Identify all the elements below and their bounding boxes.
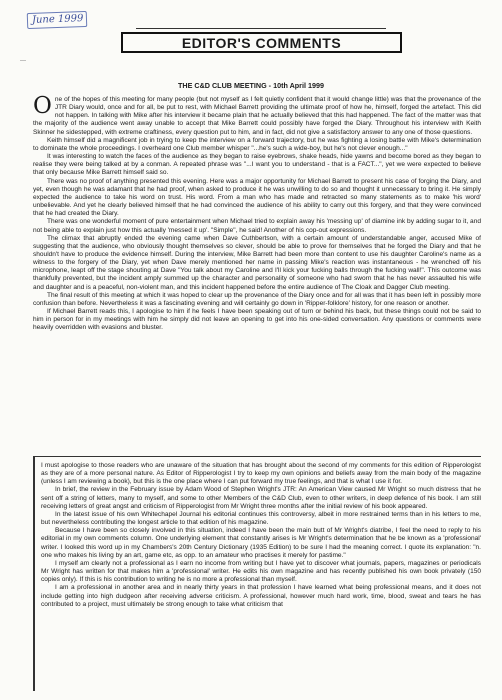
page-title: EDITOR'S COMMENTS bbox=[181, 34, 342, 51]
drop-cap: O bbox=[33, 93, 52, 119]
page-title-box bbox=[121, 32, 402, 53]
article-paragraph: There was one wonderful moment of pure entertainment when Michael tried to explain away his 'messing up' of diamine ink by adding sugar to it, and not being able to explain just how this actually 'messed it up'. "Simple", he said! Another of his cop-out expressions. bbox=[33, 218, 481, 234]
header-rule bbox=[136, 28, 386, 29]
article-paragraph: If Michael Barrett reads this, I apologise to him if he feels I have been speaking out of turn or behind his back, but these things could not be said to him in person for in my meetings with him he simply did not leave an opening to get into his one-sided conversation. Any questions or comments were heavily overridden with evasions and bluster. bbox=[33, 308, 481, 332]
comment-box-text bbox=[35, 457, 481, 609]
margin-mark: — bbox=[20, 58, 26, 64]
article-paragraph: The final result of this meeting at which it was hoped to clear up the provenance of the Diary once and for all was that it has been left in possibly more confusion than before. Nevertheless it was a fascinating evening and will certainly go down in 'Ripper-folklore' history, for one reason or another. bbox=[33, 291, 481, 307]
box-paragraph: I must apologise to those readers who are unaware of the situation that has brought about the second of my comments for this edition of Ripperologist as they are of a more personal nature. As Editor of Ripperologist I try to keep my own opinions and beliefs away from the main body of the magazine (unless I am reviewing a book), but this is the one place where I can put forward my true feelings, and that is what I use it for. bbox=[41, 462, 481, 486]
paragraph-text: ne of the hopes of this meeting for many people (but not myself as I felt quietly confident that it would change little) was that the provenance of the JTR Diary would, once and for all, be put to rest, with Michael Barrett providing the ultimate proof of how he, himself, forged the artefact. This did not happen. In talking with Mike after his interview it became plain that he actually believed that this had happened. The fact of the matter was that the majority of the audience went away unable to accept that Mike Barrett could possibly have forged the Diary. Throughout his interview with Keith Skinner he sidestepped, with extreme craftiness, every question put to him, and in fact, did not give a satisfactory answer to any one of those questions. bbox=[33, 96, 481, 136]
comment-box bbox=[33, 456, 481, 691]
handwritten-date-note: June 1999 bbox=[27, 11, 88, 29]
article-paragraph: The climax that abruptly ended the evening came when Dave Cuthbertson, with a certain amount of understandable anger, accused Mike of suggesting that the audience, who obviously thought themselves so clever, should be able to prove for themselves that he forged the Diary and that he shouldn't have to produce the evidence himself. During the interview, Mike Barrett had been more than content to use his daughter Caroline's name as a witness to the forgery of the Diary, yet when Dave merely mentioned her name in passing Mike's reaction was instantaneous - he wrenched off his microphone, leapt off the stage shouting at Dave "You talk about my Caroline and I'll kick your fucking balls through the fucking wall!". This outcome was thankfully prevented, but the incident amply summed up the character and personality of someone who had sworn that he has never assaulted his wife and daughter and is a peaceful, non-violent man, and this incident happened before the entire audience of The Cloak and Dagger Club meeting. bbox=[33, 234, 481, 291]
box-paragraph: In the latest issue of his own Whitechapel Journal his editorial continues this controversy, albeit in more restrained terms than in his letters to me, but nevertheless contributing the longest article to that edition of his magazine. bbox=[41, 510, 481, 527]
box-paragraph: In brief, the review in the February issue by Adam Wood of Stephen Wright's JTR: An American View caused Mr Wright so much distress that he sent off a string of letters, many to myself, and some to other Members of the C&D Club, even to other writers, in deep defence of his book. I am still receiving letters of great angst and criticism of Ripperologist from Mr Wright three months after the initial review of his book appeared. bbox=[41, 486, 481, 510]
article-body bbox=[33, 93, 481, 333]
box-paragraph: I myself am clearly not a professional as I earn no income from writing but I have yet to discover what journals, papers, magazines or periodicals Mr Wright has written for that makes him a 'professional' writer. He edits his own magazine and has recently published his own book privately (150 copies only). If this is his contribution to writing he is no more a professional than myself. bbox=[41, 559, 481, 584]
box-paragraph: Because I have been so closely involved in this situation, indeed I have been the main butt of Mr Wright's diatribe, I feel the need to reply to his editorial in my own comments column. One underlying element that constantly arises is Mr Wright's determination that he be known as a 'professional' writer. I looked this word up in my Chambers's 20th Century Dictionary (1935 Edition) to be sure I had the meaning correct. I quote its explanation: "n. one who makes his living by an art, game etc, as opp. to an amateur who practises it merely for pastime." bbox=[41, 527, 481, 559]
article-paragraph: It was interesting to watch the faces of the audience as they began to raise eyebrows, shake heads, hide yawns and become bored as they began to realise they were being talked at by a conman. A repeated phrase was "...I want you to understand - that is a FACT...", yet we were expected to believe that only because Mike Barrett himself said so. bbox=[33, 153, 481, 177]
article-paragraph bbox=[33, 93, 481, 137]
box-paragraph: I am a professional in another area and in nearly thirty years in that profession I have learned what being professional means, and it does not include getting into high dudgeon after receiving adverse criticism. A professional, however much hard work, time, blood, sweat and tears he has contributed to a project, must ultimately be strong enough to take what criticism that bbox=[41, 584, 481, 608]
article-paragraph: There was no proof of anything presented this evening. Here was a major opportunity for Michael Barrett to present his case of forging the Diary, and yet, even though he was adamant that he had proof, when asked to produce it he was unwilling to do so and thought it unnecessary to bring it. He simply expected the audience to take his word on trust. His word. From a man who has made and retracted so many statements as to make 'his word' unbelievable. And yet he clearly believed himself that he had convinced the audience of his ability to carry out this forgery, and that they were convinced that he had created the Diary. bbox=[33, 177, 481, 218]
article-paragraph: Keith himself did a magnificent job in trying to keep the interview on a forward trajectory, but he was fighting a losing battle with Mike's determination to dominate the whole proceedings. I overheard one Club member whisper "...he's such a wide-boy, but he's not clever enough..." bbox=[33, 136, 481, 152]
section-title: THE C&D CLUB MEETING - 10th April 1999 bbox=[178, 81, 324, 90]
